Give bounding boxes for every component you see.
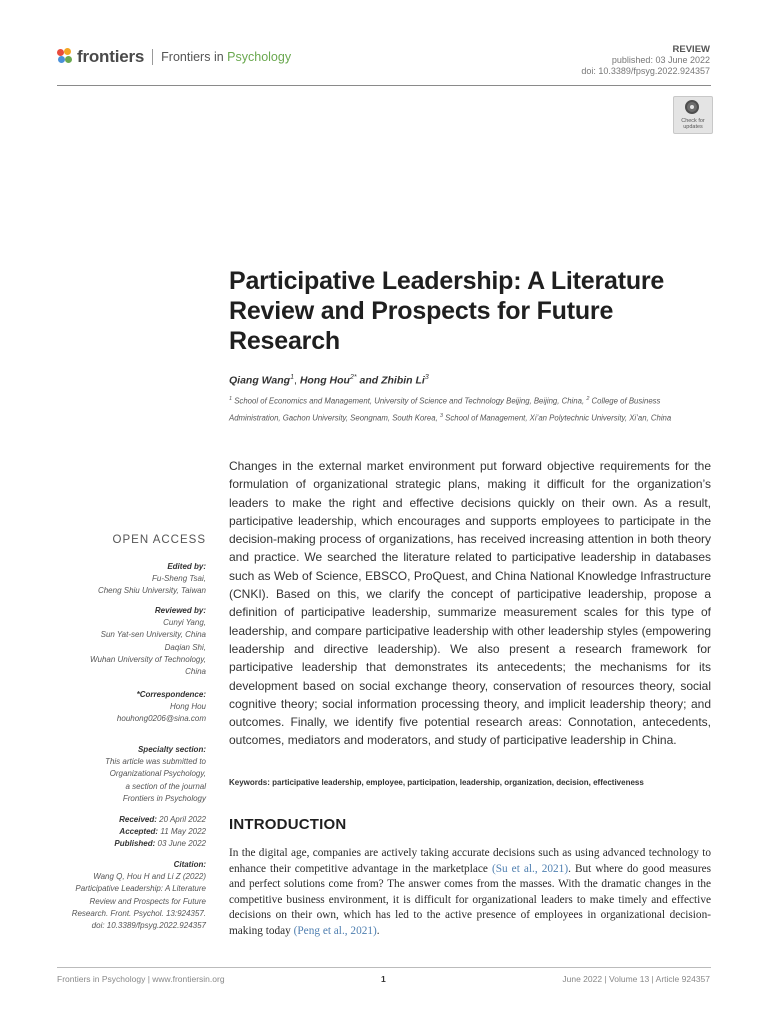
check-for-updates-badge[interactable] (673, 96, 713, 134)
frontiers-logo[interactable] (57, 46, 291, 68)
dates-block: Received: 20 April 2022 Accepted: 11 May 2022 Published: 03 June 2022 (114, 815, 206, 849)
specialty-section-block: Specialty section: This article was submitted to Organizational Psychology, a section of the journal Frontiers in Psychology (105, 745, 206, 803)
footer-rule (57, 967, 711, 968)
correspondence-email[interactable]: houhong0206@sina.com (116, 714, 206, 724)
journal-name[interactable]: Frontiers in Psychology (161, 50, 292, 64)
citation-doi[interactable]: doi: 10.3389/fpsyg.2022.924357 (91, 921, 206, 931)
published-date: published: 03 June 2022 (611, 55, 710, 65)
edited-by-block: Edited by: Fu-Sheng Tsai, Cheng Shiu University, Taiwan (97, 562, 206, 596)
abstract-text: Changes in the external market environment put forward objective requirements for the formulation of organizational strategic plans, making it difficult for the organization’s leaders to make the right and effective decisions quickly on their own. As a result, participative leadership, which encourages and supports employees to participate in the decision-making process of organizations, has received increasing attention in both theory and practice. We searched the literature related to participative leadership in databases such as Web of Science, EBSCO, ProQuest, and China National Knowledge Infrastructure (CNKI). Based on this, we clarify the concept of participative leadership, propose a definition of participative leadership, summarize measurement scales for this type of leadership, and compare participative leadership with other leadership styles (empowering leadership and directive leadership). We also present a research framework for participative leadership that demonstrates its antecedents; the mechanisms for its development based on social exchange theory, conservation of resources theory, social cognitive theory; social information processing theory, and implicit leadership theory; and outcomes. Finally, we identify five potential research areas: Connotation, antecedents, outcomes, mediators and moderators, and study of participative leadership in China. (229, 459, 711, 748)
citation-block: Citation: Wang Q, Hou H and Li Z (2022) Participative Leadership: A Literature Review and Prospects for Future Research. Front. Psychol. 13:924357. doi: 10.3389/fpsyg.2022.924357 (72, 859, 206, 932)
author-name[interactable]: Qiang Wang (229, 374, 291, 387)
section-heading-introduction: INTRODUCTION (229, 816, 347, 833)
article-title: Participative Leadership: A Literature Review and Prospects for Future Research (229, 267, 665, 355)
author-name[interactable]: Hong Hou (299, 374, 350, 387)
article-meta (581, 44, 710, 77)
keywords-label: Keywords: (229, 778, 270, 787)
reviewer-name[interactable]: Daqian Shi, (164, 642, 206, 652)
logo-divider (152, 49, 153, 65)
open-access-label: OPEN ACCESS (112, 534, 206, 546)
footer-issue-info: June 2022 | Volume 13 | Article 924357 (562, 974, 710, 984)
citation-link[interactable]: (Peng et al., 2021) (293, 924, 377, 937)
editor-name[interactable]: Fu-Sheng Tsai, (152, 574, 206, 584)
frontiers-logo-icon (57, 48, 73, 66)
author-name[interactable]: Zhibin Li (381, 374, 425, 387)
updates-icon (685, 100, 699, 114)
author-list: Qiang Wang$^1$, Hong Hou$^{2*}$ and Zhibin Li$^3$ (229, 374, 429, 387)
correspondence-block: *Correspondence: Hong Hou houhong0206@sina.com (117, 689, 206, 726)
page-number: 1 (381, 974, 386, 984)
introduction-paragraph: In the digital age, companies are actively taking accurate decisions such as using advanced technology to enhance their competitive advantage in the marketplace (Su et al., 2021). But where do good measures and perfect solutions come from? The answer comes from the masses. With the dramatic changes in the competitive business environment, it is difficult for organizational leaders to make timely and effective decisions on their own, which has led to the active presence of employees in organizational decision-making today (Peng et al., 2021). (229, 847, 711, 937)
citation-link[interactable]: (Su et al., 2021) (491, 862, 569, 875)
reviewer-name[interactable]: Cunyi Yang, (163, 618, 206, 628)
article-type: REVIEW (672, 44, 710, 55)
footer-journal-link[interactable]: Frontiers in Psychology | www.frontiersin.org (57, 974, 225, 984)
keywords (229, 778, 711, 787)
keywords-list: participative leadership, employee, participation, leadership, organization, decision, effectiveness (269, 778, 644, 787)
brand-name: frontiers (77, 47, 145, 66)
reviewed-by-block: Reviewed by: Cunyi Yang, Sun Yat-sen University, China Daqian Shi, Wuhan University of Technology, China (89, 606, 206, 677)
article-doi[interactable]: doi: 10.3389/fpsyg.2022.924357 (581, 66, 710, 76)
header-rule (57, 85, 711, 86)
updates-label: Check for updates (681, 118, 705, 130)
affiliations: $^1$ School of Economics and Management, University of Science and Technology Beijing, Beijing, China, $^2$ College of Business Administration, Gachon University, Seongnam, South Korea, $^3$ School of Management, Xi’an Polytechnic University, Xi’an, China (229, 396, 672, 423)
